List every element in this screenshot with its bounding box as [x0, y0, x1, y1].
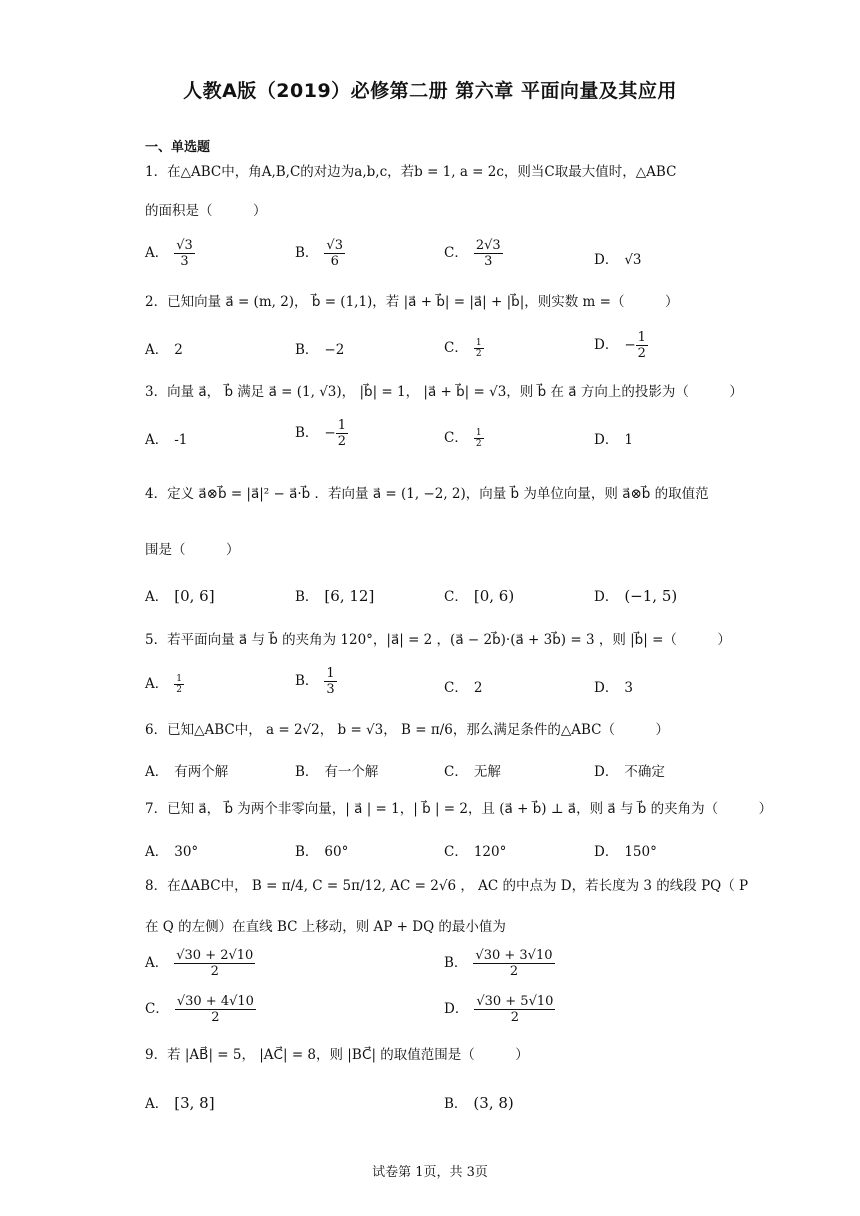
question-7: 7．已知 a⃗， b⃗ 为两个非零向量，| a⃗ | = 1，| b⃗ | = 2，且 (a⃗ + b⃗) ⊥ a⃗，则 a⃗ 与 b⃗ 的夹角为（ ）	[145, 801, 773, 817]
document-title: 人教A版（2019）必修第二册 第六章 平面向量及其应用	[183, 80, 677, 102]
option-a: A． [0, 6]	[145, 587, 215, 605]
question-1-line2: 的面积是（ ）	[145, 203, 267, 219]
option-c: C． 无解	[444, 764, 501, 780]
option-c: C． 2	[444, 680, 483, 696]
option-d: D． 3	[594, 680, 633, 696]
option-b: B． (3, 8)	[444, 1094, 514, 1112]
option-c: C． $\frac{2√3}{3}$	[444, 238, 501, 269]
option-b: B． 60°	[295, 844, 349, 860]
option-c: C． $\frac{1}{2}$	[444, 338, 482, 359]
option-d: D． (−1, 5)	[594, 587, 678, 605]
option-b: B． 有一个解	[295, 764, 379, 780]
option-d: D． 150°	[594, 844, 657, 860]
option-d: D． 1	[594, 432, 633, 448]
option-b: B． $\frac{√3}{6}$	[295, 238, 343, 269]
option-d: D． √3	[594, 252, 642, 268]
section-heading: 一、单选题	[145, 140, 211, 155]
option-a: A． [3, 8]	[145, 1094, 215, 1112]
option-a: A． -1	[145, 432, 188, 448]
question-1: 1．在△ABC中，角A,B,C的对边为a,b,c，若b = 1, a = 2c，则当C取最大值时，△ABC	[145, 164, 677, 180]
option-a: A． 2	[145, 342, 183, 358]
question-6: 6．已知△ABC中， a = 2√2， b = √3， B = π/6，那么满足条件的△ABC（ ）	[145, 722, 670, 738]
option-c: C． $\frac{√30 + 4√10}{2}$	[145, 994, 254, 1025]
option-d: D． 不确定	[594, 764, 665, 780]
option-d: D． − $\frac{1}{2}$	[594, 330, 646, 361]
question-5: 5．若平面向量 a⃗ 与 b⃗ 的夹角为 120°，|a⃗| = 2 ，(a⃗ − 2b⃗)·(a⃗ + 3b⃗) = 3 ，则 |b⃗| =（ ）	[145, 632, 731, 648]
option-a: A． $\frac{1}{2}$	[145, 674, 182, 695]
question-8: 8．在ΔABC中， B = π/4, C = 5π/12, AC = 2√6 ， AC 的中点为 D，若长度为 3 的线段 PQ（ P	[145, 878, 749, 894]
question-9: 9．若 |AB⃗| = 5， |AC⃗| = 8，则 |BC⃗| 的取值范围是（ ）	[145, 1047, 529, 1063]
question-4-line2: 围是（ ）	[145, 542, 240, 558]
option-b: B． [6, 12]	[295, 587, 375, 605]
option-a: A． 有两个解	[145, 764, 229, 780]
page-footer: 试卷第 1页，共 3页	[372, 1165, 488, 1180]
option-d: D． $\frac{√30 + 5√10}{2}$	[444, 994, 554, 1025]
option-a: A． 30°	[145, 844, 199, 860]
option-b: B． $\frac{√30 + 3√10}{2}$	[444, 948, 553, 979]
option-c: C． $\frac{1}{2}$	[444, 428, 482, 449]
option-b: B． $\frac{1}{3}$	[295, 666, 335, 697]
option-a: A． $\frac{√3}{3}$	[145, 238, 193, 269]
option-a: A． $\frac{√30 + 2√10}{2}$	[145, 948, 254, 979]
option-c: C． [0, 6)	[444, 587, 515, 605]
option-b: B． − $\frac{1}{2}$	[295, 418, 347, 449]
option-c: C． 120°	[444, 844, 507, 860]
question-8-line2: 在 Q 的左侧）在直线 BC 上移动，则 AP + DQ 的最小值为	[145, 919, 506, 935]
question-3: 3．向量 a⃗， b⃗ 满足 a⃗ = (1, √3)， |b⃗| = 1， |a⃗ + b⃗| = √3，则 b⃗ 在 a⃗ 方向上的投影为（ ）	[145, 384, 743, 400]
question-4: 4．定义 a⃗⊗b⃗ = |a⃗|² − a⃗·b⃗ ．若向量 a⃗ = (1, −2, 2)，向量 b⃗ 为单位向量，则 a⃗⊗b⃗ 的取值范	[145, 486, 709, 502]
option-b: B． −2	[295, 342, 345, 358]
question-2: 2．已知向量 a⃗ = (m, 2)， b⃗ = (1,1)，若 |a⃗ + b⃗| = |a⃗| + |b⃗|，则实数 m =（ ）	[145, 294, 679, 310]
